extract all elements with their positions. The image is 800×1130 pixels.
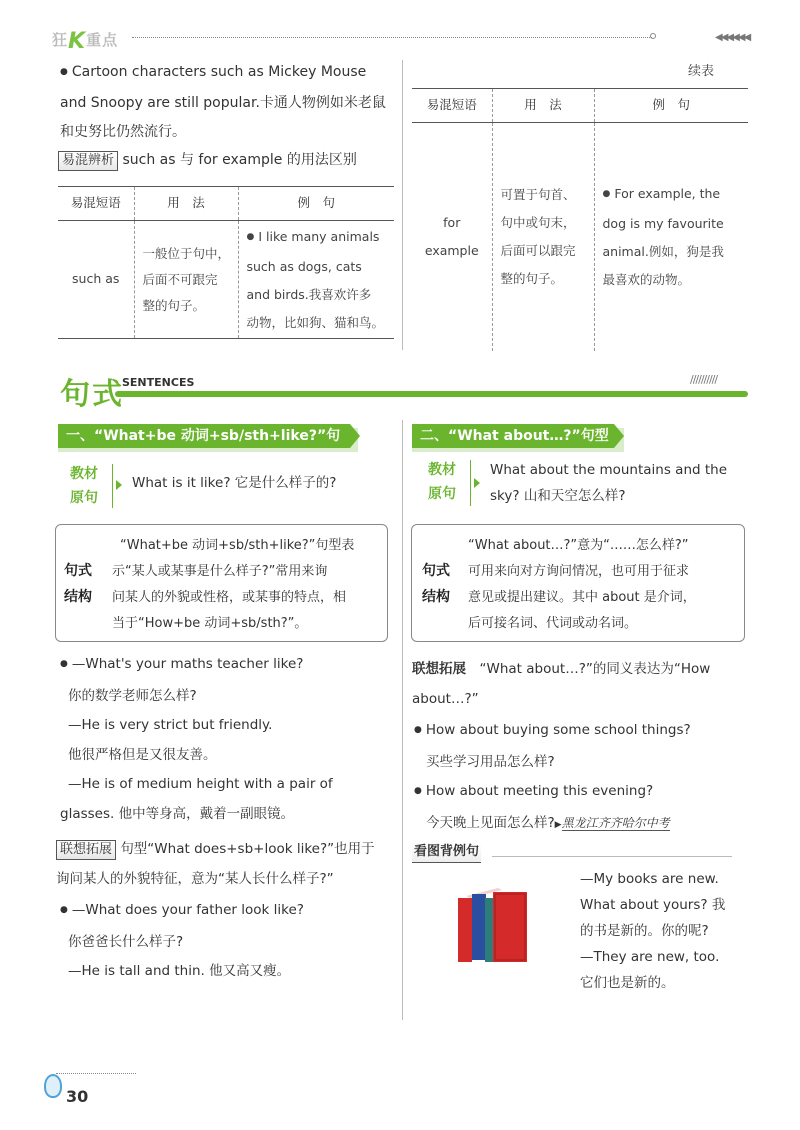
bullet-icon — [60, 902, 72, 918]
column-separator-top — [402, 60, 403, 350]
textbook-divider — [470, 460, 471, 506]
footer-dots — [56, 1073, 136, 1074]
textbook-divider — [112, 464, 113, 508]
table-header-phrase: 易混短语 — [412, 89, 492, 123]
bullet-icon — [247, 229, 259, 244]
section-underline — [115, 391, 748, 397]
book-red-cover — [493, 892, 527, 962]
page-number: 30 — [66, 1087, 89, 1106]
association-tag: 联想拓展 — [56, 840, 116, 860]
header-arrows-icon: ◀◀◀◀◀◀ — [715, 32, 750, 43]
structure-label: 句式 结构 — [64, 563, 92, 605]
arrow-icon — [116, 480, 122, 490]
bullet-icon — [414, 783, 426, 799]
table-cell-phrase: such as — [58, 221, 134, 339]
textbook-sentence: What is it like? 它是什么样子的? — [132, 475, 337, 491]
association-tag: 联想拓展 — [412, 661, 466, 677]
table-cell-example: ● For example, the dog is my favourite animal.例如，狗是我 最喜欢的动物。 — [594, 123, 748, 351]
table-cell-usage: 一般位于句中， 后面不可跟完 整的句子。 — [134, 221, 238, 339]
structure-text: “What about…?”意为“……怎么样?” 可用来向对方询问情况，也可用于征求 意见或提出建议。其中 about 是介词， 后可接名词、代词或动名词。 — [468, 538, 696, 631]
dialog-example: ● —What's your maths teacher like? 你的数学老师怎么样? —He is very strict but friendly. 他很严格但是又很友善。 —He is of medium height with a pair of glasses. 他中等身高，戴着一副眼镜。 — [60, 650, 392, 829]
table-cell-example: ● I like many animals such as dogs, cats and birds.我喜欢许多 动物，比如狗、猫和鸟。 — [238, 221, 394, 339]
textbook-label: 教材 原句 — [70, 466, 98, 506]
confuse-title: such as 与 for example 的用法区别 — [122, 152, 357, 168]
pattern-1-title: 一、“What+be 动词+sb/sth+like?”句型 — [58, 424, 350, 448]
table-header-phrase: 易混短语 — [58, 187, 134, 221]
bullet-icon — [60, 64, 72, 80]
table-header-usage: 用 法 — [492, 89, 594, 123]
association-left: 联想拓展 句型“What does+sb+look like?”也用于 询问某人的外貌特征，意为“某人长什么样子?” — [56, 841, 375, 887]
textbook-sentence: What about the mountains and the sky? 山和天空怎么样? — [490, 462, 728, 504]
structure-text: “What+be 动词+sb/sth+like?”句型表 示“某人或某事是什么样子?”常用来询 问某人的外貌或性格，或某事的特点，相 当于“How+be 动词+sb/sth?”。 — [112, 538, 355, 631]
picture-tag: 看图背例句 — [412, 842, 481, 863]
compare-table-right — [412, 88, 748, 351]
book-teal — [485, 898, 493, 962]
arrow-icon — [474, 478, 480, 488]
section-slashes: ////////// — [690, 373, 718, 386]
confuse-tag: 易混辨析 — [58, 151, 118, 171]
bullet-icon — [60, 656, 72, 672]
section-subtitle: SENTENCES — [122, 376, 195, 389]
pattern-2-title: 二、“What about…?”句型 — [412, 424, 614, 448]
column-separator-bottom — [402, 420, 403, 1020]
picture-rule — [492, 856, 732, 857]
table-header-example: 例 句 — [238, 187, 394, 221]
confuse-heading — [58, 150, 398, 171]
association-right: 联想拓展 “What about…?”的同义表达为“How about…?” — [412, 661, 711, 707]
compare-table-left — [58, 186, 394, 339]
association-example-left: ● —What does your father look like? 你爸爸长什么样子? —He is tall and thin. 他又高又瘦。 — [60, 896, 392, 987]
book-red-spine — [458, 898, 472, 962]
association-example-right: ● How about buying some school things? 买些学习用品怎么样? ● How about meeting this evening? 今天晚上见面怎么样?▶黑龙江齐齐哈尔中考 — [414, 716, 748, 840]
table-cell-usage: 可置于句首、 句中或句末， 后面可以跟完 整的句子。 — [492, 123, 594, 351]
picture-dialog: —My books are new. What about yours? 我 的书是新的。你的呢? —They are new, too. 它们也是新的。 — [580, 871, 726, 991]
header-rule — [132, 37, 652, 38]
bullet-icon — [414, 722, 426, 738]
brand-logo: 狂K重点 — [52, 29, 119, 54]
structure-label: 句式 结构 — [422, 563, 450, 605]
header-dot — [650, 33, 656, 39]
table-header-usage: 用 法 — [134, 187, 238, 221]
bullet-icon — [603, 186, 615, 201]
textbook-label: 教材 原句 — [428, 462, 456, 502]
source-label: 黑龙江齐齐哈尔中考 — [561, 815, 670, 830]
section-title: 句式 — [60, 377, 124, 412]
books-image — [452, 884, 542, 974]
table-cell-phrase: for example — [412, 123, 492, 351]
continued-label: 续表 — [688, 64, 715, 79]
book-blue — [472, 894, 486, 960]
balloon-icon — [44, 1074, 62, 1098]
table-header-example: 例 句 — [594, 89, 748, 123]
example-cartoon: ● Cartoon characters such as Mickey Mouse and Snoopy are still popular.卡通人物例如米老鼠和史努比仍然流行。 — [60, 58, 392, 147]
